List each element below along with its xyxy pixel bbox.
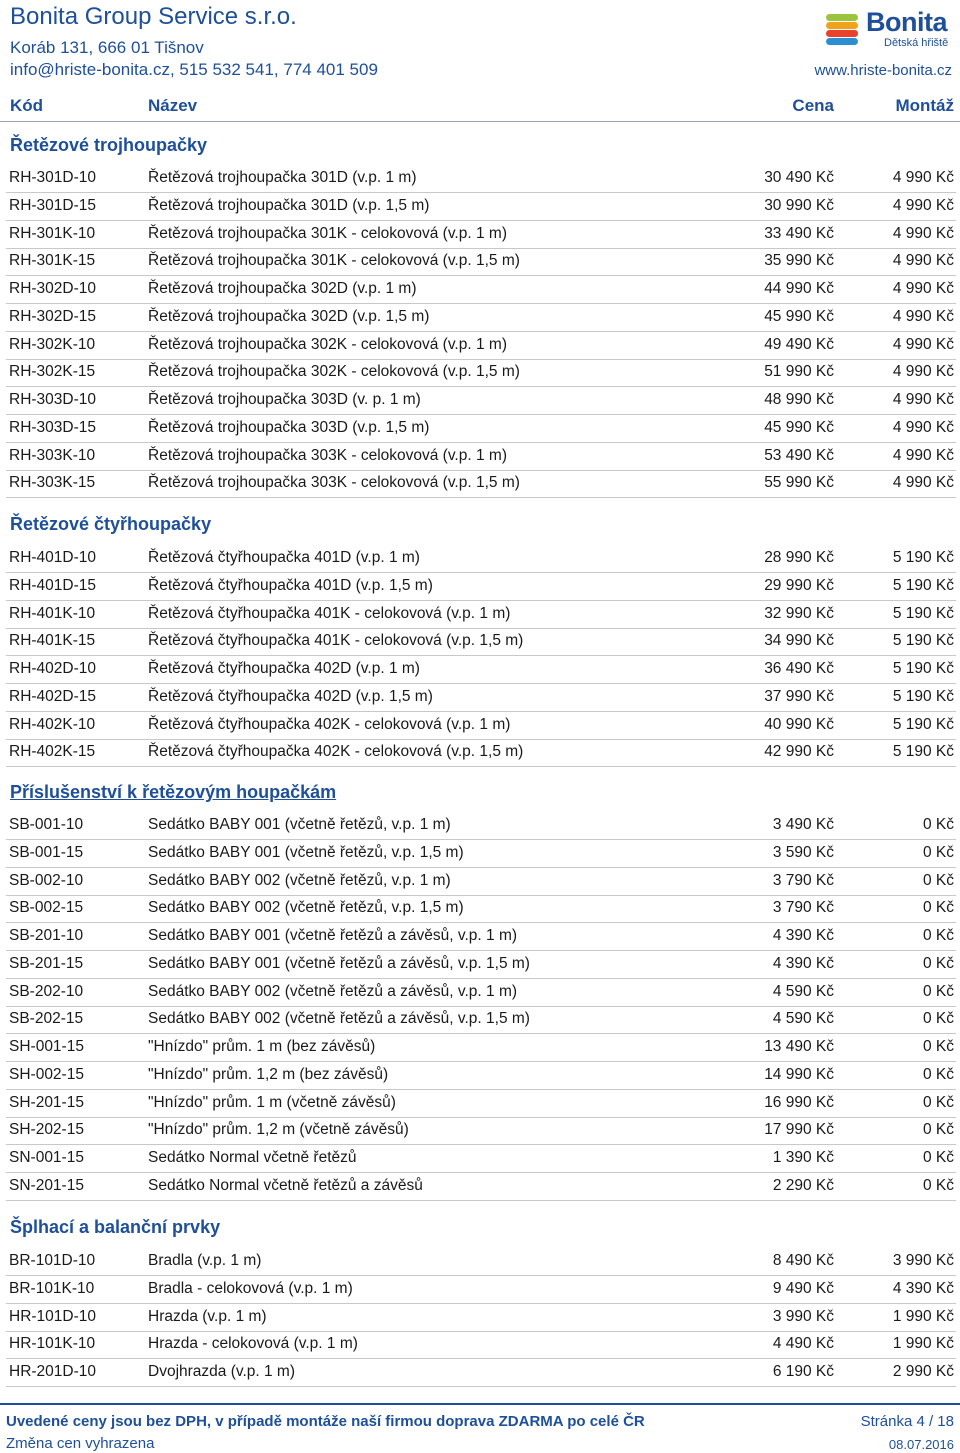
cell-price: 3 790 Kč xyxy=(772,871,834,889)
cell-price: 35 990 Kč xyxy=(764,252,834,270)
cell-mount: 0 Kč xyxy=(922,927,954,944)
table-row xyxy=(6,1304,956,1332)
cell-name: Řetězová trojhoupačka 302D (v.p. 1 m) xyxy=(148,280,417,297)
cell-name: Řetězová čtyřhoupačka 401K - celokovová (v.p. 1,5 m) xyxy=(148,632,524,650)
cell-price: 3 790 Kč xyxy=(772,899,834,917)
cell-price: 3 490 Kč xyxy=(772,816,834,833)
table-row xyxy=(6,359,956,387)
cell-price: 34 990 Kč xyxy=(764,632,834,650)
cell-code: SB-202-15 xyxy=(9,1010,84,1028)
cell-code: RH-401K-15 xyxy=(9,632,96,650)
cell-name: Řetězová trojhoupačka 302D (v.p. 1,5 m) xyxy=(148,307,430,325)
cell-price: 6 190 Kč xyxy=(772,1363,834,1380)
cell-mount: 4 990 Kč xyxy=(892,252,954,270)
table-row xyxy=(6,387,956,415)
company-contact: info@hriste-bonita.cz, 515 532 541, 774 401 509 xyxy=(10,60,378,79)
cell-name: Řetězová čtyřhoupačka 401D (v.p. 1 m) xyxy=(148,549,420,566)
section-title: Řetězové trojhoupačky xyxy=(10,135,208,155)
cell-name: Řetězová trojhoupačka 303K - celokovová (v.p. 1,5 m) xyxy=(148,474,520,492)
cell-name: Řetězová trojhoupačka 303D (v.p. 1,5 m) xyxy=(148,418,430,436)
table-row xyxy=(6,248,956,276)
page-header xyxy=(0,0,960,88)
cell-price: 14 990 Kč xyxy=(764,1065,834,1083)
cell-code: SB-201-10 xyxy=(9,927,84,944)
cell-name: Řetězová trojhoupačka 301K - celokovová (v.p. 1 m) xyxy=(148,224,507,242)
column-header-code: Kód xyxy=(10,96,44,115)
cell-name: Sedátko BABY 001 (včetně řetězů a závěsů, v.p. 1,5 m) xyxy=(148,954,530,972)
company-address: Koráb 131, 666 01 Tišnov xyxy=(10,38,204,57)
cell-mount: 0 Kč xyxy=(922,1038,954,1055)
table-row xyxy=(6,712,956,740)
cell-mount: 1 990 Kč xyxy=(892,1335,954,1353)
cell-name: Řetězová trojhoupačka 302K - celokovová (v.p. 1,5 m) xyxy=(148,363,520,381)
cell-mount: 0 Kč xyxy=(922,954,954,972)
section-title: Šplhací a balanční prvky xyxy=(10,1217,221,1237)
cell-price: 16 990 Kč xyxy=(764,1093,834,1111)
cell-name: Řetězová čtyřhoupačka 402K - celokovová (v.p. 1,5 m) xyxy=(148,743,524,761)
table-row xyxy=(6,332,956,360)
cell-code: SB-002-15 xyxy=(9,899,84,917)
cell-code: RH-302K-15 xyxy=(9,363,96,381)
cell-name: Řetězová trojhoupačka 301K - celokovová (v.p. 1,5 m) xyxy=(148,252,520,270)
table-row xyxy=(6,573,956,601)
section-title: Příslušenství k řetězovým houpačkám xyxy=(10,782,337,802)
cell-price: 33 490 Kč xyxy=(764,224,834,242)
table-row xyxy=(6,951,956,979)
cell-price: 3 990 Kč xyxy=(772,1307,834,1325)
cell-code: SB-202-10 xyxy=(9,982,84,1000)
table-row xyxy=(6,923,956,951)
company-name: Bonita Group Service s.r.o. xyxy=(10,3,297,30)
cell-name: Řetězová čtyřhoupačka 402D (v.p. 1 m) xyxy=(148,660,420,677)
logo-stripes-icon xyxy=(826,12,862,48)
cell-code: RH-303D-15 xyxy=(9,418,97,436)
cell-price: 9 490 Kč xyxy=(772,1279,834,1297)
cell-code: RH-303D-10 xyxy=(9,391,97,408)
table-row xyxy=(6,656,956,684)
table-row xyxy=(6,1359,956,1387)
cell-price: 53 490 Kč xyxy=(764,446,834,464)
cell-mount: 4 990 Kč xyxy=(892,307,954,325)
table-row xyxy=(6,415,956,443)
cell-code: SN-201-15 xyxy=(9,1176,84,1194)
footer-price-change: Změna cen vyhrazena xyxy=(6,1435,155,1452)
cell-code: SB-002-10 xyxy=(9,871,84,889)
table-row xyxy=(6,443,956,471)
table-row xyxy=(6,304,956,332)
table-row xyxy=(6,1006,956,1034)
cell-mount: 4 990 Kč xyxy=(892,363,954,381)
cell-code: SB-001-10 xyxy=(9,816,84,833)
table-row xyxy=(6,1145,956,1173)
cell-mount: 5 190 Kč xyxy=(892,604,954,622)
cell-mount: 5 190 Kč xyxy=(892,743,954,761)
page-number: Stránka 4 / 18 xyxy=(860,1413,954,1430)
cell-code: RH-402K-15 xyxy=(9,743,96,761)
cell-code: RH-301K-10 xyxy=(9,224,96,242)
cell-name: Řetězová čtyřhoupačka 401K - celokovová (v.p. 1 m) xyxy=(148,604,511,622)
table-row xyxy=(6,601,956,629)
cell-name: Sedátko BABY 002 (včetně řetězů a závěsů, v.p. 1 m) xyxy=(148,982,518,1000)
column-headers xyxy=(0,92,960,122)
website-link[interactable]: www.hriste-bonita.cz xyxy=(814,62,952,79)
cell-price: 36 490 Kč xyxy=(764,660,834,677)
cell-mount: 3 990 Kč xyxy=(892,1252,954,1269)
table-row xyxy=(6,684,956,712)
cell-name: Dvojhrazda (v.p. 1 m) xyxy=(148,1363,296,1380)
cell-code: HR-101K-10 xyxy=(9,1335,96,1353)
cell-price: 30 490 Kč xyxy=(764,169,834,186)
cell-name: Hrazda (v.p. 1 m) xyxy=(148,1307,267,1325)
table-row xyxy=(6,1173,956,1201)
cell-mount: 1 990 Kč xyxy=(892,1307,954,1325)
cell-code: RH-401D-10 xyxy=(9,549,97,566)
table-row xyxy=(6,470,956,498)
table-row xyxy=(6,1276,956,1304)
column-header-mount: Montáž xyxy=(895,96,954,115)
cell-code: RH-301K-15 xyxy=(9,252,96,270)
cell-mount: 4 990 Kč xyxy=(892,335,954,353)
bonita-logo xyxy=(826,6,956,52)
cell-name: Řetězová čtyřhoupačka 401D (v.p. 1,5 m) xyxy=(148,576,433,594)
cell-name: Sedátko BABY 002 (včetně řetězů a závěsů, v.p. 1,5 m) xyxy=(148,1010,530,1028)
footer-note: Uvedené ceny jsou bez DPH, v případě montáže naší firmou doprava ZDARMA po celé ČR xyxy=(6,1413,645,1430)
cell-name: Sedátko BABY 001 (včetně řetězů, v.p. 1,5 m) xyxy=(148,843,464,861)
cell-price: 8 490 Kč xyxy=(772,1252,834,1269)
cell-mount: 4 990 Kč xyxy=(892,391,954,408)
cell-mount: 4 990 Kč xyxy=(892,474,954,492)
cell-mount: 0 Kč xyxy=(922,982,954,1000)
cell-mount: 4 990 Kč xyxy=(892,280,954,297)
cell-mount: 0 Kč xyxy=(922,1149,954,1166)
section-title: Řetězové čtyřhoupačky xyxy=(10,514,212,534)
cell-mount: 5 190 Kč xyxy=(892,715,954,733)
cell-name: Sedátko BABY 001 (včetně řetězů a závěsů, v.p. 1 m) xyxy=(148,927,518,944)
table-row xyxy=(6,1062,956,1090)
cell-mount: 2 990 Kč xyxy=(892,1363,954,1380)
logo-subtitle: Dětská hřiště xyxy=(884,37,949,49)
cell-code: RH-303K-15 xyxy=(9,474,96,492)
cell-mount: 0 Kč xyxy=(922,816,954,833)
cell-mount: 5 190 Kč xyxy=(892,549,954,566)
cell-name: Sedátko Normal včetně řetězů xyxy=(148,1149,357,1166)
cell-code: RH-302D-10 xyxy=(9,280,97,297)
cell-code: RH-402D-10 xyxy=(9,660,97,677)
cell-price: 4 390 Kč xyxy=(772,954,834,972)
cell-price: 2 290 Kč xyxy=(772,1176,834,1194)
cell-name: Sedátko BABY 001 (včetně řetězů, v.p. 1 m) xyxy=(148,816,451,833)
table-row xyxy=(6,1248,956,1276)
cell-price: 4 390 Kč xyxy=(772,927,834,944)
table-row xyxy=(6,739,956,767)
cell-name: Řetězová trojhoupačka 301D (v.p. 1,5 m) xyxy=(148,196,430,214)
cell-name: Řetězová trojhoupačka 302K - celokovová (v.p. 1 m) xyxy=(148,335,507,353)
cell-price: 4 590 Kč xyxy=(772,982,834,1000)
cell-code: RH-302K-10 xyxy=(9,335,96,353)
cell-code: RH-402K-10 xyxy=(9,715,96,733)
table-row xyxy=(6,628,956,656)
table-row xyxy=(6,545,956,573)
table-row xyxy=(6,1331,956,1359)
cell-price: 1 390 Kč xyxy=(772,1149,834,1166)
cell-code: SN-001-15 xyxy=(9,1149,84,1166)
cell-name: "Hnízdo" prům. 1 m (bez závěsů) xyxy=(148,1038,376,1055)
table-row xyxy=(6,276,956,304)
cell-price: 45 990 Kč xyxy=(764,418,834,436)
cell-price: 49 490 Kč xyxy=(764,335,834,353)
cell-name: Bradla - celokovová (v.p. 1 m) xyxy=(148,1279,353,1297)
cell-mount: 0 Kč xyxy=(922,1093,954,1111)
cell-mount: 0 Kč xyxy=(922,871,954,889)
cell-code: RH-301D-10 xyxy=(9,169,97,186)
cell-price: 32 990 Kč xyxy=(764,604,834,622)
cell-code: RH-301D-15 xyxy=(9,196,97,214)
cell-code: SH-201-15 xyxy=(9,1093,84,1111)
page-footer xyxy=(0,1403,960,1453)
cell-mount: 5 190 Kč xyxy=(892,576,954,594)
table-row xyxy=(6,895,956,923)
footer-date: 08.07.2016 xyxy=(888,1437,954,1452)
cell-name: Sedátko BABY 002 (včetně řetězů, v.p. 1 m) xyxy=(148,871,451,889)
cell-code: RH-402D-15 xyxy=(9,687,97,705)
cell-mount: 0 Kč xyxy=(922,1065,954,1083)
cell-code: RH-302D-15 xyxy=(9,307,97,325)
table-row xyxy=(6,1034,956,1062)
cell-code: BR-101K-10 xyxy=(9,1279,95,1297)
cell-code: HR-101D-10 xyxy=(9,1307,97,1325)
cell-price: 17 990 Kč xyxy=(764,1121,834,1139)
table-row xyxy=(6,1090,956,1118)
cell-price: 30 990 Kč xyxy=(764,196,834,214)
cell-price: 40 990 Kč xyxy=(764,715,834,733)
table-row xyxy=(6,840,956,868)
cell-code: HR-201D-10 xyxy=(9,1363,97,1380)
cell-code: SB-201-15 xyxy=(9,954,84,972)
cell-mount: 4 990 Kč xyxy=(892,224,954,242)
cell-name: Sedátko BABY 002 (včetně řetězů, v.p. 1,5 m) xyxy=(148,899,464,917)
cell-price: 44 990 Kč xyxy=(764,280,834,297)
cell-price: 28 990 Kč xyxy=(764,549,834,566)
table-row xyxy=(6,165,956,193)
cell-mount: 0 Kč xyxy=(922,1121,954,1139)
cell-code: SH-202-15 xyxy=(9,1121,84,1139)
column-header-price: Cena xyxy=(792,96,834,115)
cell-name: Bradla (v.p. 1 m) xyxy=(148,1252,262,1269)
table-row xyxy=(6,979,956,1007)
table-row xyxy=(6,868,956,896)
logo-wordmark: Bonita xyxy=(866,7,947,37)
cell-mount: 4 990 Kč xyxy=(892,169,954,186)
cell-code: RH-401D-15 xyxy=(9,576,97,594)
cell-name: "Hnízdo" prům. 1,2 m (včetně závěsů) xyxy=(148,1121,409,1139)
cell-mount: 4 990 Kč xyxy=(892,196,954,214)
cell-mount: 0 Kč xyxy=(922,843,954,861)
column-header-name: Název xyxy=(148,96,198,115)
cell-code: SH-001-15 xyxy=(9,1038,84,1055)
cell-mount: 4 390 Kč xyxy=(892,1279,954,1297)
cell-name: Řetězová čtyřhoupačka 402D (v.p. 1,5 m) xyxy=(148,687,433,705)
table-row xyxy=(6,1117,956,1145)
cell-price: 48 990 Kč xyxy=(764,391,834,408)
cell-price: 13 490 Kč xyxy=(764,1038,834,1055)
cell-mount: 5 190 Kč xyxy=(892,687,954,705)
cell-name: Řetězová čtyřhoupačka 402K - celokovová (v.p. 1 m) xyxy=(148,715,511,733)
cell-price: 3 590 Kč xyxy=(772,843,834,861)
cell-mount: 0 Kč xyxy=(922,1176,954,1194)
cell-mount: 0 Kč xyxy=(922,1010,954,1028)
cell-name: Hrazda - celokovová (v.p. 1 m) xyxy=(148,1335,358,1353)
cell-name: "Hnízdo" prům. 1 m (včetně závěsů) xyxy=(148,1093,396,1111)
cell-mount: 0 Kč xyxy=(922,899,954,917)
cell-price: 51 990 Kč xyxy=(764,363,834,381)
cell-name: "Hnízdo" prům. 1,2 m (bez závěsů) xyxy=(148,1065,389,1083)
cell-code: RH-303K-10 xyxy=(9,446,96,464)
cell-mount: 4 990 Kč xyxy=(892,446,954,464)
cell-price: 45 990 Kč xyxy=(764,307,834,325)
cell-price: 29 990 Kč xyxy=(764,576,834,594)
cell-mount: 5 190 Kč xyxy=(892,632,954,650)
cell-code: RH-401K-10 xyxy=(9,604,96,622)
table-row xyxy=(6,812,956,840)
cell-code: SH-002-15 xyxy=(9,1065,84,1083)
cell-price: 55 990 Kč xyxy=(764,474,834,492)
cell-price: 42 990 Kč xyxy=(764,743,834,761)
cell-name: Řetězová trojhoupačka 301D (v.p. 1 m) xyxy=(148,169,417,186)
cell-price: 4 590 Kč xyxy=(772,1010,834,1028)
cell-price: 37 990 Kč xyxy=(764,687,834,705)
cell-name: Řetězová trojhoupačka 303K - celokovová (v.p. 1 m) xyxy=(148,446,507,464)
cell-mount: 5 190 Kč xyxy=(892,660,954,677)
cell-name: Řetězová trojhoupačka 303D (v. p. 1 m) xyxy=(148,391,421,408)
cell-code: SB-001-15 xyxy=(9,843,84,861)
cell-price: 4 490 Kč xyxy=(772,1335,834,1353)
table-row xyxy=(6,221,956,249)
cell-mount: 4 990 Kč xyxy=(892,418,954,436)
cell-name: Sedátko Normal včetně řetězů a závěsů xyxy=(148,1176,423,1194)
cell-code: BR-101D-10 xyxy=(9,1252,96,1269)
table-row xyxy=(6,193,956,221)
